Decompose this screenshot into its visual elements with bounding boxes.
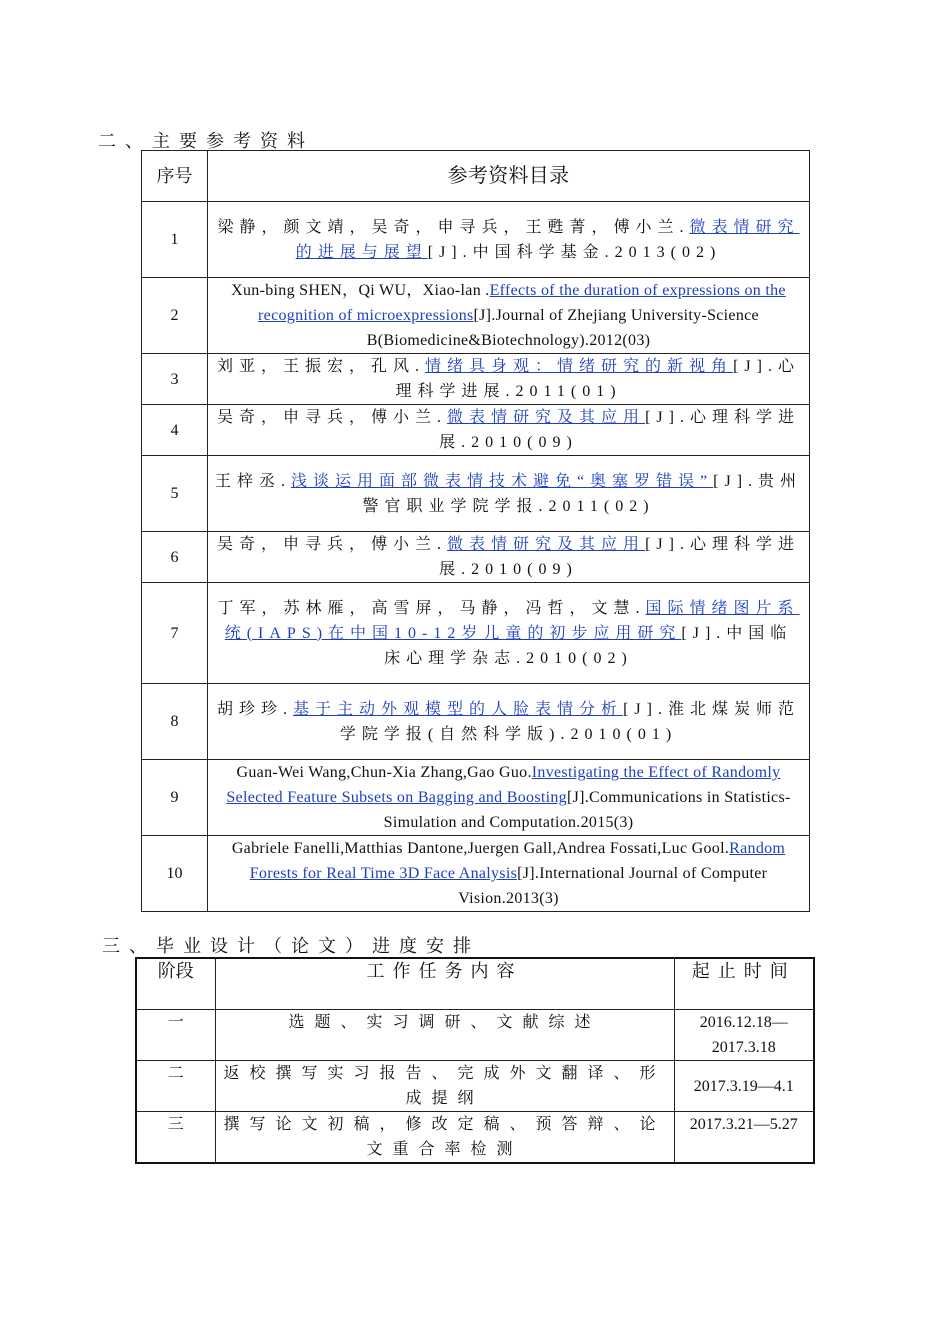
reference-text <box>208 405 810 456</box>
reference-source: [J].中国临床心理学杂志.2010(02) <box>384 624 793 667</box>
reference-number: 4 <box>142 405 208 456</box>
reference-text <box>208 836 810 912</box>
reference-source: [J].Communications in Statistics-Simulation and Computation.2015(3) <box>383 789 791 831</box>
schedule-header-row <box>136 958 814 1010</box>
section-2-heading: 二、主要参考资料 <box>98 131 314 152</box>
reference-row <box>142 354 810 405</box>
reference-row <box>142 836 810 912</box>
section-3-heading: 三、毕业设计（论文）进度安排 <box>102 936 480 957</box>
reference-number: 5 <box>142 456 208 532</box>
reference-number: 9 <box>142 760 208 836</box>
reference-row <box>142 456 810 532</box>
reference-source: [J].心理科学进展.2010(09) <box>439 409 800 451</box>
reference-source: [J].心理科学进展.2010(09) <box>439 536 800 578</box>
reference-row <box>142 684 810 760</box>
schedule-stage: 一 <box>136 1010 215 1061</box>
reference-authors: 胡珍珍. <box>217 700 294 718</box>
reference-source: [J].淮北煤炭师范学院学报(自然科学版).2010(01) <box>339 700 800 743</box>
reference-number: 8 <box>142 684 208 760</box>
reference-link[interactable]: 微表情研究的进展与展望 <box>295 218 800 261</box>
reference-number: 10 <box>142 836 208 912</box>
reference-row <box>142 760 810 836</box>
schedule-stage: 二 <box>136 1061 215 1112</box>
reference-link[interactable]: 基于主动外观模型的人脸表情分析 <box>293 700 624 718</box>
reference-text <box>208 532 810 583</box>
reference-authors: 刘亚，王振宏，孔风. <box>217 358 426 375</box>
reference-link[interactable]: 国际情绪图片系统(IAPS)在中国10-12岁儿童的初步应用研究 <box>224 599 800 642</box>
reference-link[interactable]: Random Forests for Real Time 3D Face Analysis <box>249 840 786 882</box>
reference-link[interactable]: Investigating the Effect of Randomly Selected Feature Subsets on Bagging and Boosting <box>226 764 781 806</box>
reference-link[interactable]: 浅谈运用面部微表情技术避免“奥塞罗错误” <box>290 472 714 490</box>
reference-source: [J].心理科学进展.2011(01) <box>395 358 800 400</box>
reference-link[interactable]: Effects of the duration of expressions on the recognition of microexpressions <box>258 282 786 324</box>
header-time: 起止时间 <box>674 958 814 1010</box>
reference-link[interactable]: 微表情研究及其应用 <box>447 409 646 426</box>
reference-number: 6 <box>142 532 208 583</box>
schedule-row <box>136 1010 814 1061</box>
reference-authors: 吴奇，申寻兵，傅小兰. <box>217 409 448 426</box>
reference-link[interactable]: 微表情研究及其应用 <box>447 536 646 553</box>
reference-link[interactable]: 情绪具身观：情绪研究的新视角 <box>425 358 734 375</box>
reference-text <box>208 684 810 760</box>
header-stage: 阶段 <box>136 958 215 1010</box>
reference-row <box>142 202 810 278</box>
reference-authors: 吴奇，申寻兵，傅小兰. <box>217 536 448 553</box>
schedule-task: 撰写论文初稿，修改定稿、预答辩、论文重合率检测 <box>215 1112 674 1164</box>
reference-row <box>142 278 810 354</box>
reference-authors: 梁静，颜文靖，吴奇，申寻兵，王甦菁，傅小兰. <box>217 218 690 236</box>
schedule-time: 2017.3.19—4.1 <box>674 1061 814 1112</box>
reference-authors: 丁军，苏林雁，高雪屏，马静，冯哲，文慧. <box>217 599 646 617</box>
reference-authors: Guan-Wei Wang,Chun-Xia Zhang,Gao Guo. <box>236 764 532 781</box>
reference-row <box>142 532 810 583</box>
schedule-stage: 三 <box>136 1112 215 1164</box>
reference-text <box>208 760 810 836</box>
reference-text <box>208 583 810 684</box>
reference-number: 1 <box>142 202 208 278</box>
reference-text <box>208 202 810 278</box>
schedule-task: 返校撰写实习报告、完成外文翻译、形成提纲 <box>215 1061 674 1112</box>
reference-authors: Gabriele Fanelli,Matthias Dantone,Juergen Gall,Andrea Fossati,Luc Gool. <box>231 840 730 857</box>
header-task: 工作任务内容 <box>215 958 674 1010</box>
reference-source: [J].Journal of Zhejiang University-Science B(Biomedicine&Biotechnology).2012(03) <box>366 307 759 349</box>
reference-authors: 王梓丞. <box>214 472 291 490</box>
reference-authors: Xun-bing SHEN，Qi WU，Xiao-lan . <box>231 282 490 299</box>
reference-source: [J].International Journal of Computer Vision.2013(3) <box>458 865 768 907</box>
reference-number: 2 <box>142 278 208 354</box>
reference-source: [J].贵州警官职业学院学报.2011(02) <box>362 472 803 515</box>
schedule-table <box>135 957 815 1164</box>
reference-text <box>208 456 810 532</box>
reference-row <box>142 583 810 684</box>
header-title: 参考资料目录 <box>208 151 810 202</box>
reference-table <box>141 150 810 912</box>
reference-header-row <box>142 151 810 202</box>
reference-row <box>142 405 810 456</box>
schedule-task: 选题、实习调研、文献综述 <box>215 1010 674 1061</box>
schedule-time: 2016.12.18—2017.3.18 <box>674 1010 814 1061</box>
schedule-time: 2017.3.21—5.27 <box>674 1112 814 1164</box>
reference-source: [J].中国科学基金.2013(02) <box>427 243 722 261</box>
reference-text <box>208 278 810 354</box>
reference-number: 3 <box>142 354 208 405</box>
schedule-row <box>136 1061 814 1112</box>
schedule-row <box>136 1112 814 1164</box>
reference-text <box>208 354 810 405</box>
reference-number: 7 <box>142 583 208 684</box>
header-number: 序号 <box>142 151 208 202</box>
